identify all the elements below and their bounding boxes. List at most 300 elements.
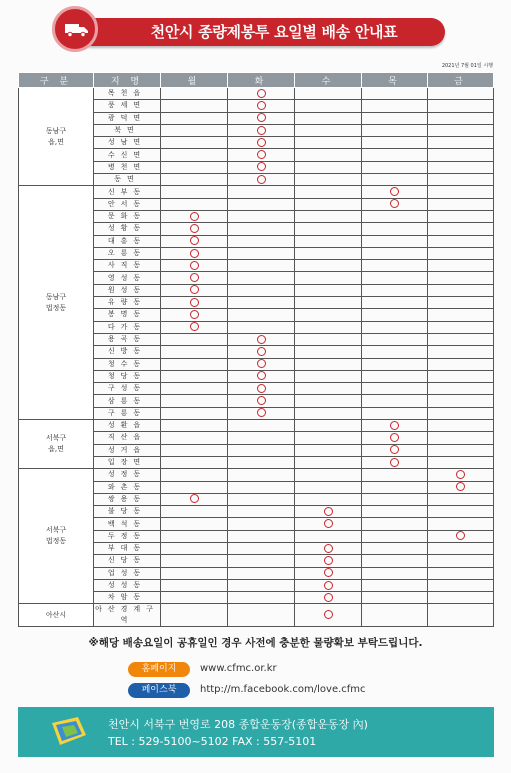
day-cell (228, 518, 295, 530)
holiday-note: ※해당 배송요일이 공휴일인 경우 사전에 충분한 물량확보 부탁드립니다. (88, 637, 423, 649)
delivery-mark-icon (324, 610, 333, 619)
day-cell (161, 284, 228, 296)
region-cell (19, 469, 94, 604)
delivery-mark-icon (257, 162, 266, 171)
place-name: 청당동 (94, 370, 161, 382)
table-row (19, 420, 494, 432)
day-cell (428, 420, 494, 432)
day-cell (161, 579, 228, 591)
day-cell (362, 112, 428, 124)
day-cell (428, 174, 494, 186)
table-row (19, 604, 494, 627)
day-cell (295, 137, 362, 149)
day-cell (295, 174, 362, 186)
place-name: 문화동 (94, 210, 161, 222)
day-cell (161, 420, 228, 432)
day-cell (295, 333, 362, 345)
day-cell (295, 358, 362, 370)
day-cell (228, 137, 295, 149)
header-monday: 월 (161, 73, 228, 88)
day-cell (161, 542, 228, 554)
effective-date: 2021년 7월 01일 시행 (441, 63, 493, 69)
day-cell (161, 321, 228, 333)
delivery-mark-icon (324, 556, 333, 565)
day-cell (161, 518, 228, 530)
delivery-mark-icon (190, 261, 199, 270)
day-cell (295, 124, 362, 136)
place-name: 수신면 (94, 149, 161, 161)
delivery-mark-icon (456, 531, 465, 540)
day-cell (362, 272, 428, 284)
region-cell (19, 88, 94, 186)
day-cell (228, 358, 295, 370)
day-cell (362, 210, 428, 222)
day-cell (228, 493, 295, 505)
day-cell (362, 174, 428, 186)
day-cell (228, 370, 295, 382)
place-name: 불당동 (94, 506, 161, 518)
place-name: 신부동 (94, 186, 161, 198)
day-cell (428, 284, 494, 296)
place-name: 병천면 (94, 161, 161, 173)
day-cell (228, 469, 295, 481)
homepage-button[interactable]: 홈페이지 (128, 662, 190, 677)
day-cell (228, 383, 295, 395)
day-cell (228, 346, 295, 358)
day-cell (228, 407, 295, 419)
day-cell (428, 579, 494, 591)
day-cell (428, 444, 494, 456)
delivery-mark-icon (257, 335, 266, 344)
delivery-mark-icon (324, 581, 333, 590)
day-cell (295, 420, 362, 432)
delivery-mark-icon (324, 593, 333, 602)
day-cell (362, 383, 428, 395)
day-cell (228, 395, 295, 407)
footer-address: 천안시 서북구 번영로 208 종합운동장(종합운동장 內) (108, 718, 368, 731)
place-name: 성남면 (94, 137, 161, 149)
day-cell (362, 444, 428, 456)
day-cell (295, 567, 362, 579)
delivery-truck-icon (52, 6, 98, 52)
day-cell (161, 272, 228, 284)
day-cell (362, 137, 428, 149)
day-cell (161, 432, 228, 444)
delivery-mark-icon (257, 101, 266, 110)
day-cell (362, 198, 428, 210)
day-cell (295, 493, 362, 505)
place-name: 성황동 (94, 223, 161, 235)
day-cell (228, 198, 295, 210)
day-cell (228, 124, 295, 136)
day-cell (228, 161, 295, 173)
region-label: 읍,면 (48, 445, 64, 454)
table-row (19, 88, 494, 100)
place-name: 부대동 (94, 542, 161, 554)
day-cell (362, 604, 428, 627)
day-cell (362, 506, 428, 518)
day-cell (228, 309, 295, 321)
place-name: 업성동 (94, 567, 161, 579)
day-cell (362, 88, 428, 100)
day-cell (428, 149, 494, 161)
day-cell (295, 272, 362, 284)
day-cell (362, 149, 428, 161)
day-cell (161, 604, 228, 627)
day-cell (295, 260, 362, 272)
delivery-mark-icon (190, 224, 199, 233)
region-label: 읍,면 (48, 137, 64, 146)
delivery-mark-icon (257, 408, 266, 417)
region-label: 아산시 (45, 610, 67, 619)
delivery-mark-icon (257, 371, 266, 380)
day-cell (362, 370, 428, 382)
delivery-mark-icon (390, 433, 399, 442)
day-cell (161, 88, 228, 100)
place-name: 차암동 (94, 592, 161, 604)
day-cell (295, 198, 362, 210)
place-name: 풍세면 (94, 100, 161, 112)
day-cell (362, 321, 428, 333)
region-label: 법정동 (45, 537, 67, 546)
day-cell (362, 100, 428, 112)
header-wednesday: 수 (295, 73, 362, 88)
place-name: 신방동 (94, 346, 161, 358)
day-cell (228, 432, 295, 444)
day-cell (295, 456, 362, 468)
day-cell (295, 518, 362, 530)
day-cell (161, 112, 228, 124)
day-cell (428, 530, 494, 542)
day-cell (362, 284, 428, 296)
day-cell (428, 223, 494, 235)
day-cell (362, 235, 428, 247)
day-cell (161, 149, 228, 161)
day-cell (161, 383, 228, 395)
place-name: 용곡동 (94, 333, 161, 345)
day-cell (228, 555, 295, 567)
day-cell (228, 321, 295, 333)
day-cell (161, 247, 228, 259)
delivery-mark-icon (390, 445, 399, 454)
day-cell (295, 407, 362, 419)
day-cell (161, 370, 228, 382)
place-name: 입장면 (94, 456, 161, 468)
region-cell (19, 186, 94, 420)
place-name: 동면 (94, 174, 161, 186)
day-cell (428, 469, 494, 481)
delivery-mark-icon (257, 89, 266, 98)
day-cell (295, 235, 362, 247)
day-cell (295, 432, 362, 444)
day-cell (362, 518, 428, 530)
day-cell (161, 407, 228, 419)
footer-contact: TEL : 529-5100~5102 FAX : 557-5101 (108, 735, 317, 748)
place-name: 다가동 (94, 321, 161, 333)
delivery-mark-icon (324, 568, 333, 577)
day-cell (228, 260, 295, 272)
delivery-mark-icon (390, 199, 399, 208)
day-cell (161, 260, 228, 272)
delivery-mark-icon (257, 138, 266, 147)
day-cell (362, 456, 428, 468)
region-label: 서북구 (45, 434, 67, 443)
day-cell (161, 555, 228, 567)
day-cell (295, 297, 362, 309)
day-cell (228, 579, 295, 591)
delivery-mark-icon (257, 126, 266, 135)
day-cell (295, 100, 362, 112)
day-cell (228, 284, 295, 296)
day-cell (295, 88, 362, 100)
day-cell (161, 223, 228, 235)
day-cell (295, 370, 362, 382)
day-cell (228, 272, 295, 284)
day-cell (428, 297, 494, 309)
delivery-mark-icon (390, 421, 399, 430)
day-cell (228, 235, 295, 247)
day-cell (428, 346, 494, 358)
delivery-mark-icon (257, 396, 266, 405)
place-name: 쌍용동 (94, 493, 161, 505)
place-name: 목천읍 (94, 88, 161, 100)
day-cell (428, 567, 494, 579)
delivery-mark-icon (390, 187, 399, 196)
day-cell (428, 555, 494, 567)
day-cell (295, 383, 362, 395)
day-cell (228, 481, 295, 493)
day-cell (228, 420, 295, 432)
day-cell (161, 395, 228, 407)
delivery-mark-icon (257, 150, 266, 159)
day-cell (228, 112, 295, 124)
day-cell (295, 186, 362, 198)
delivery-mark-icon (257, 113, 266, 122)
day-cell (362, 247, 428, 259)
day-cell (428, 432, 494, 444)
delivery-mark-icon (190, 310, 199, 319)
place-name: 사직동 (94, 260, 161, 272)
day-cell (228, 149, 295, 161)
day-cell (362, 260, 428, 272)
day-cell (161, 235, 228, 247)
page-title: 천안시 종량제봉투 요일별 배송 안내표 (150, 23, 398, 41)
day-cell (362, 542, 428, 554)
title-banner (52, 6, 450, 54)
header-category: 구 분 (19, 73, 94, 88)
day-cell (362, 346, 428, 358)
day-cell (295, 506, 362, 518)
day-cell (295, 112, 362, 124)
delivery-mark-icon (190, 298, 199, 307)
day-cell (428, 592, 494, 604)
day-cell (428, 247, 494, 259)
delivery-mark-icon (324, 544, 333, 553)
day-cell (161, 469, 228, 481)
day-cell (428, 260, 494, 272)
delivery-mark-icon (324, 507, 333, 516)
day-cell (161, 456, 228, 468)
day-cell (228, 174, 295, 186)
day-cell (228, 297, 295, 309)
day-cell (295, 284, 362, 296)
delivery-mark-icon (257, 384, 266, 393)
day-cell (161, 358, 228, 370)
day-cell (362, 481, 428, 493)
day-cell (362, 407, 428, 419)
day-cell (428, 604, 494, 627)
place-name: 봉명동 (94, 309, 161, 321)
day-cell (362, 579, 428, 591)
day-cell (362, 395, 428, 407)
delivery-mark-icon (456, 470, 465, 479)
day-cell (161, 174, 228, 186)
day-cell (295, 223, 362, 235)
facebook-url[interactable]: http://m.facebook.com/love.cfmc (200, 684, 366, 695)
day-cell (295, 444, 362, 456)
day-cell (362, 223, 428, 235)
table-row (19, 469, 494, 481)
facebook-button[interactable]: 페이스북 (128, 683, 190, 698)
day-cell (161, 493, 228, 505)
delivery-mark-icon (257, 347, 266, 356)
day-cell (428, 124, 494, 136)
day-cell (428, 137, 494, 149)
day-cell (295, 469, 362, 481)
day-cell (161, 530, 228, 542)
day-cell (295, 555, 362, 567)
day-cell (362, 333, 428, 345)
header-thursday: 목 (362, 73, 428, 88)
place-name: 성거읍 (94, 444, 161, 456)
region-cell (19, 420, 94, 469)
day-cell (362, 124, 428, 136)
place-name: 대흥동 (94, 235, 161, 247)
day-cell (428, 518, 494, 530)
place-name: 청수동 (94, 358, 161, 370)
day-cell (161, 309, 228, 321)
place-name: 성환읍 (94, 420, 161, 432)
day-cell (161, 186, 228, 198)
day-cell (161, 124, 228, 136)
day-cell (161, 444, 228, 456)
day-cell (428, 333, 494, 345)
day-cell (161, 346, 228, 358)
place-name: 유량동 (94, 297, 161, 309)
table-row (19, 186, 494, 198)
day-cell (362, 297, 428, 309)
place-name: 성성동 (94, 579, 161, 591)
day-cell (161, 592, 228, 604)
day-cell (362, 420, 428, 432)
day-cell (295, 604, 362, 627)
delivery-mark-icon (190, 494, 199, 503)
place-name: 신당동 (94, 555, 161, 567)
day-cell (295, 395, 362, 407)
day-cell (295, 592, 362, 604)
delivery-mark-icon (324, 519, 333, 528)
delivery-mark-icon (190, 236, 199, 245)
delivery-mark-icon (190, 322, 199, 331)
day-cell (362, 567, 428, 579)
day-cell (428, 88, 494, 100)
day-cell (228, 604, 295, 627)
day-cell (295, 210, 362, 222)
header-place: 지 명 (94, 73, 161, 88)
day-cell (295, 481, 362, 493)
day-cell (228, 506, 295, 518)
day-cell (428, 235, 494, 247)
day-cell (362, 309, 428, 321)
delivery-mark-icon (190, 285, 199, 294)
place-name: 아산경계구역 (94, 604, 161, 627)
day-cell (161, 198, 228, 210)
day-cell (161, 333, 228, 345)
stadium-logo-icon (48, 715, 90, 749)
day-cell (161, 137, 228, 149)
day-cell (428, 493, 494, 505)
day-cell (161, 481, 228, 493)
day-cell (428, 112, 494, 124)
day-cell (428, 370, 494, 382)
day-cell (428, 383, 494, 395)
day-cell (295, 542, 362, 554)
day-cell (228, 186, 295, 198)
place-name: 성정동 (94, 469, 161, 481)
day-cell (228, 223, 295, 235)
day-cell (228, 88, 295, 100)
place-name: 원성동 (94, 284, 161, 296)
homepage-url[interactable]: www.cfmc.or.kr (200, 663, 277, 674)
day-cell (362, 555, 428, 567)
region-label: 동남구 (45, 292, 67, 301)
day-cell (228, 567, 295, 579)
day-cell (428, 198, 494, 210)
day-cell (295, 346, 362, 358)
day-cell (362, 358, 428, 370)
place-name: 백석동 (94, 518, 161, 530)
day-cell (362, 469, 428, 481)
day-cell (295, 161, 362, 173)
day-cell (362, 432, 428, 444)
delivery-mark-icon (190, 212, 199, 221)
day-cell (428, 161, 494, 173)
day-cell (295, 247, 362, 259)
day-cell (428, 407, 494, 419)
footer-bar (18, 707, 494, 757)
day-cell (428, 321, 494, 333)
day-cell (228, 542, 295, 554)
day-cell (161, 210, 228, 222)
day-cell (295, 530, 362, 542)
table-header-row (19, 73, 494, 88)
place-name: 와촌동 (94, 481, 161, 493)
day-cell (295, 309, 362, 321)
day-cell (362, 530, 428, 542)
place-name: 오룡동 (94, 247, 161, 259)
day-cell (428, 100, 494, 112)
day-cell (362, 186, 428, 198)
delivery-mark-icon (190, 273, 199, 282)
place-name: 두정동 (94, 530, 161, 542)
day-cell (228, 592, 295, 604)
day-cell (228, 530, 295, 542)
day-cell (228, 333, 295, 345)
region-cell (19, 604, 94, 627)
place-name: 북면 (94, 124, 161, 136)
place-name: 영성동 (94, 272, 161, 284)
day-cell (161, 567, 228, 579)
